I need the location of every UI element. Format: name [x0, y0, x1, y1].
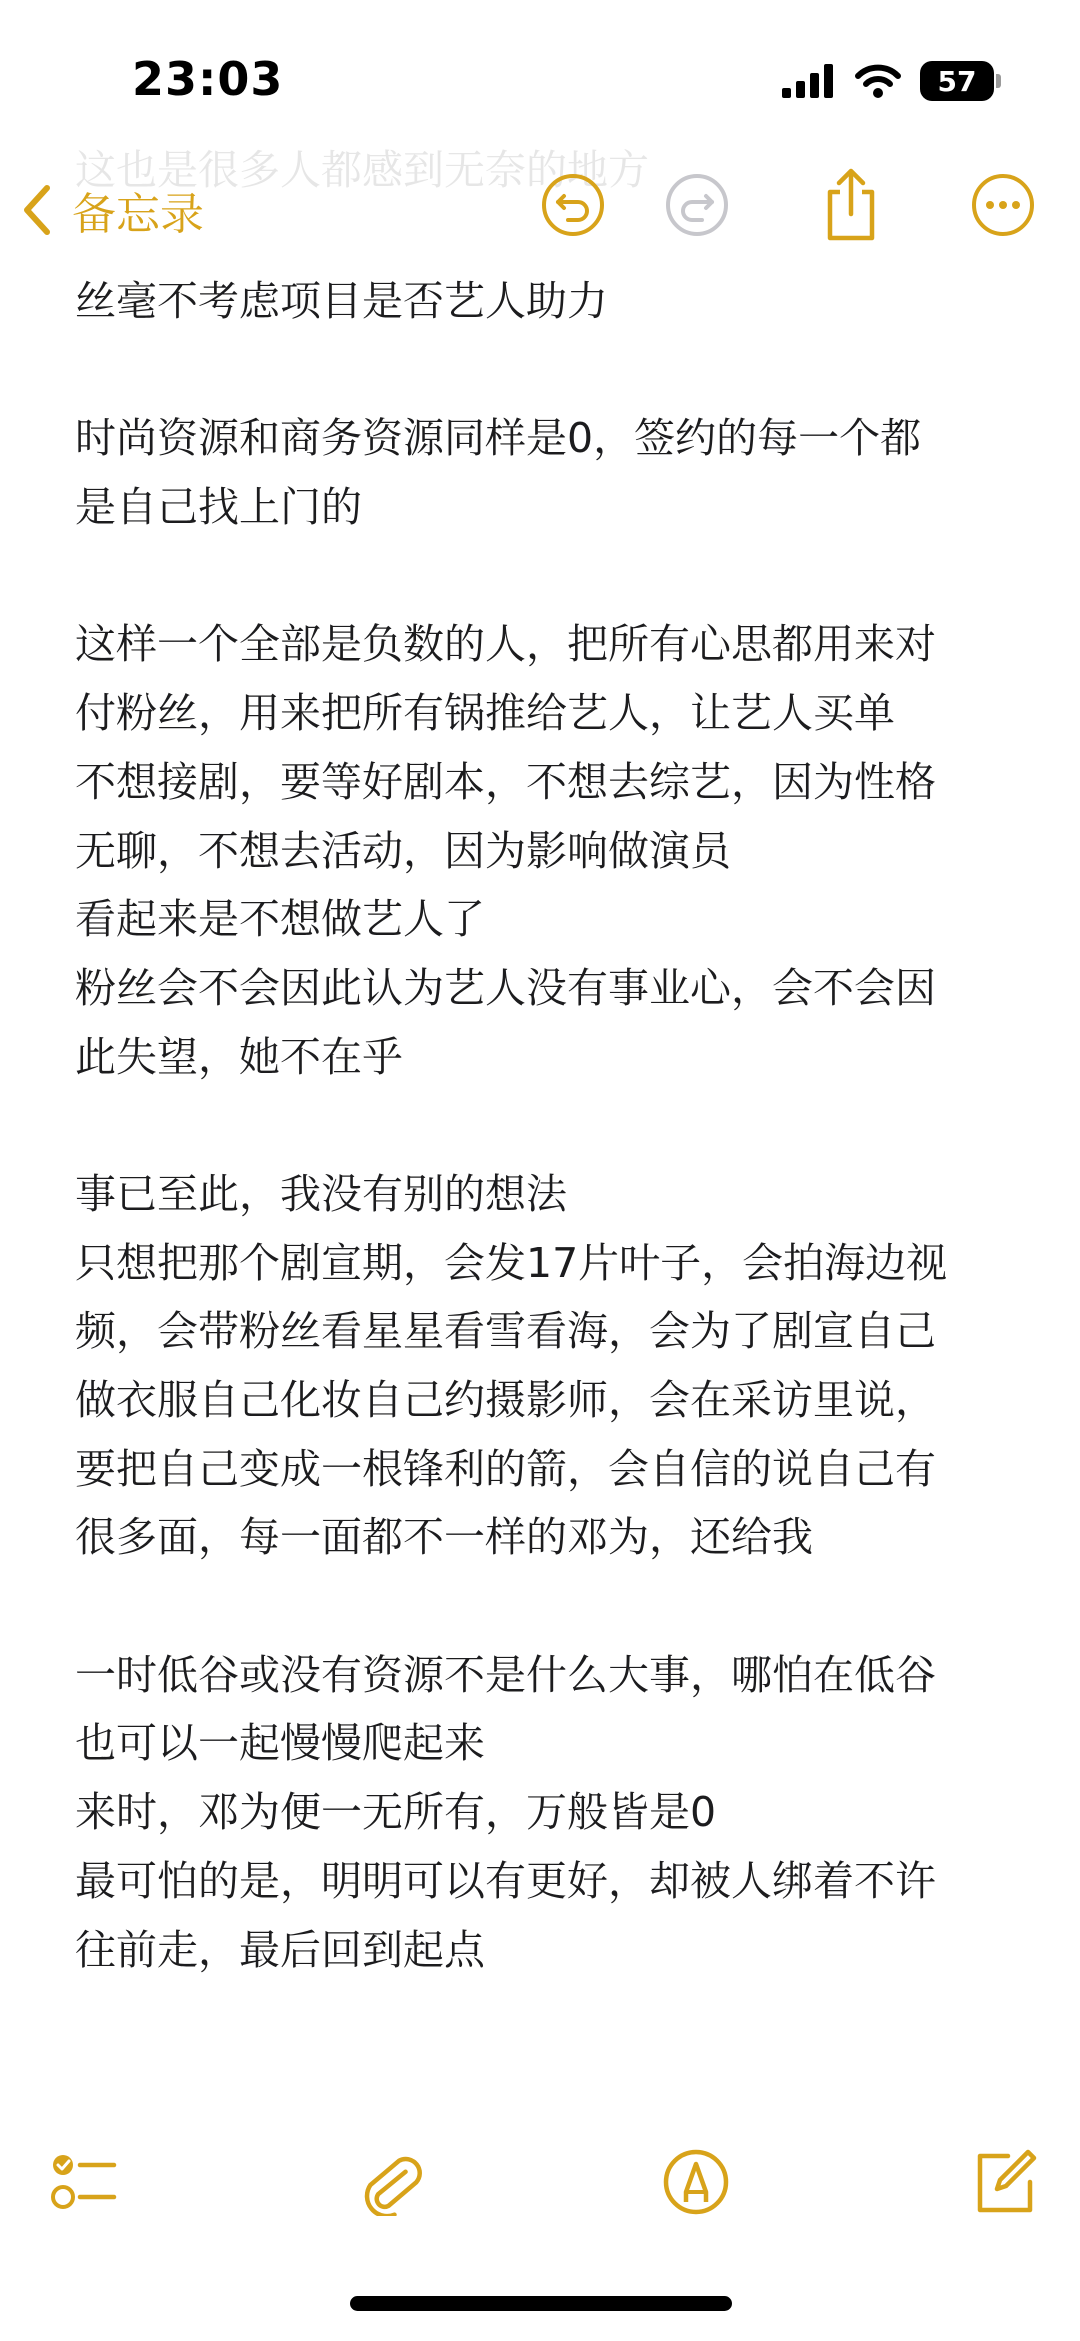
- note-line: [75, 542, 1015, 611]
- note-line: 付粉丝，用来把所有锅推给艺人，让艺人买单: [75, 689, 895, 738]
- cellular-signal-icon: [782, 64, 836, 98]
- note-line: 不想接剧，要等好剧本，不想去综艺，因为性格: [75, 757, 936, 806]
- note-body[interactable]: [75, 267, 1015, 1984]
- checklist-icon[interactable]: [50, 2148, 118, 2216]
- compose-icon[interactable]: [970, 2148, 1038, 2216]
- note-line: [75, 336, 1015, 405]
- note-line: 最可怕的是，明明可以有更好，却被人绑着不许: [75, 1856, 936, 1905]
- paperclip-icon[interactable]: [358, 2148, 426, 2216]
- note-line: 这样一个全部是负数的人，把所有心思都用来对: [75, 620, 936, 669]
- status-time: 23:03: [132, 52, 284, 106]
- note-line: 丝毫不考虑项目是否艺人助力: [75, 277, 608, 325]
- note-line: 无聊，不想去活动，因为影响做演员: [75, 826, 731, 875]
- markup-pen-icon[interactable]: [662, 2148, 730, 2216]
- note-line: 很多面，每一面都不一样的邓为，还给我: [75, 1513, 813, 1562]
- note-line: 频，会带粉丝看星星看雪看海，会为了剧宣自己: [75, 1307, 936, 1356]
- chevron-left-icon: [22, 184, 52, 236]
- share-icon[interactable]: [818, 166, 884, 244]
- undo-icon[interactable]: [540, 172, 606, 238]
- note-line: 只想把那个剧宣期，会发17片叶子，会拍海边视: [75, 1238, 948, 1287]
- note-line: 是自己找上门的: [75, 483, 362, 532]
- note-line: 来时，邓为便一无所有，万般皆是0: [75, 1788, 717, 1837]
- redo-icon[interactable]: [664, 172, 730, 238]
- back-button-label: 备忘录: [72, 189, 204, 240]
- back-button[interactable]: [22, 178, 204, 242]
- note-line: [75, 1091, 1015, 1160]
- note-line: [75, 1572, 1015, 1641]
- note-line: 粉丝会不会因此认为艺人没有事业心，会不会因: [75, 963, 936, 1012]
- note-line: 做衣服自己化妆自己约摄影师，会在采访里说，: [75, 1376, 936, 1424]
- more-icon[interactable]: [970, 172, 1036, 238]
- note-line: 也可以一起慢慢爬起来: [75, 1719, 485, 1768]
- status-icons: [782, 60, 994, 102]
- battery-indicator: [920, 61, 994, 101]
- wifi-icon: [854, 63, 902, 99]
- note-line: 看起来是不想做艺人了: [75, 895, 485, 944]
- note-line: 事已至此，我没有别的想法: [75, 1169, 567, 1218]
- ghost-line: 这也是很多人都感到无奈的地方: [75, 146, 649, 194]
- note-line: 时尚资源和商务资源同样是0，签约的每一个都: [75, 414, 922, 463]
- note-line: 一时低谷或没有资源不是什么大事，哪怕在低谷: [75, 1650, 936, 1699]
- battery-level: 57: [937, 64, 977, 98]
- home-indicator[interactable]: [350, 2296, 732, 2311]
- note-line: 往前走，最后回到起点: [75, 1925, 485, 1974]
- note-line: 此失望，她不在乎: [75, 1032, 403, 1081]
- note-line: 要把自己变成一根锋利的箭，会自信的说自己有: [75, 1444, 936, 1493]
